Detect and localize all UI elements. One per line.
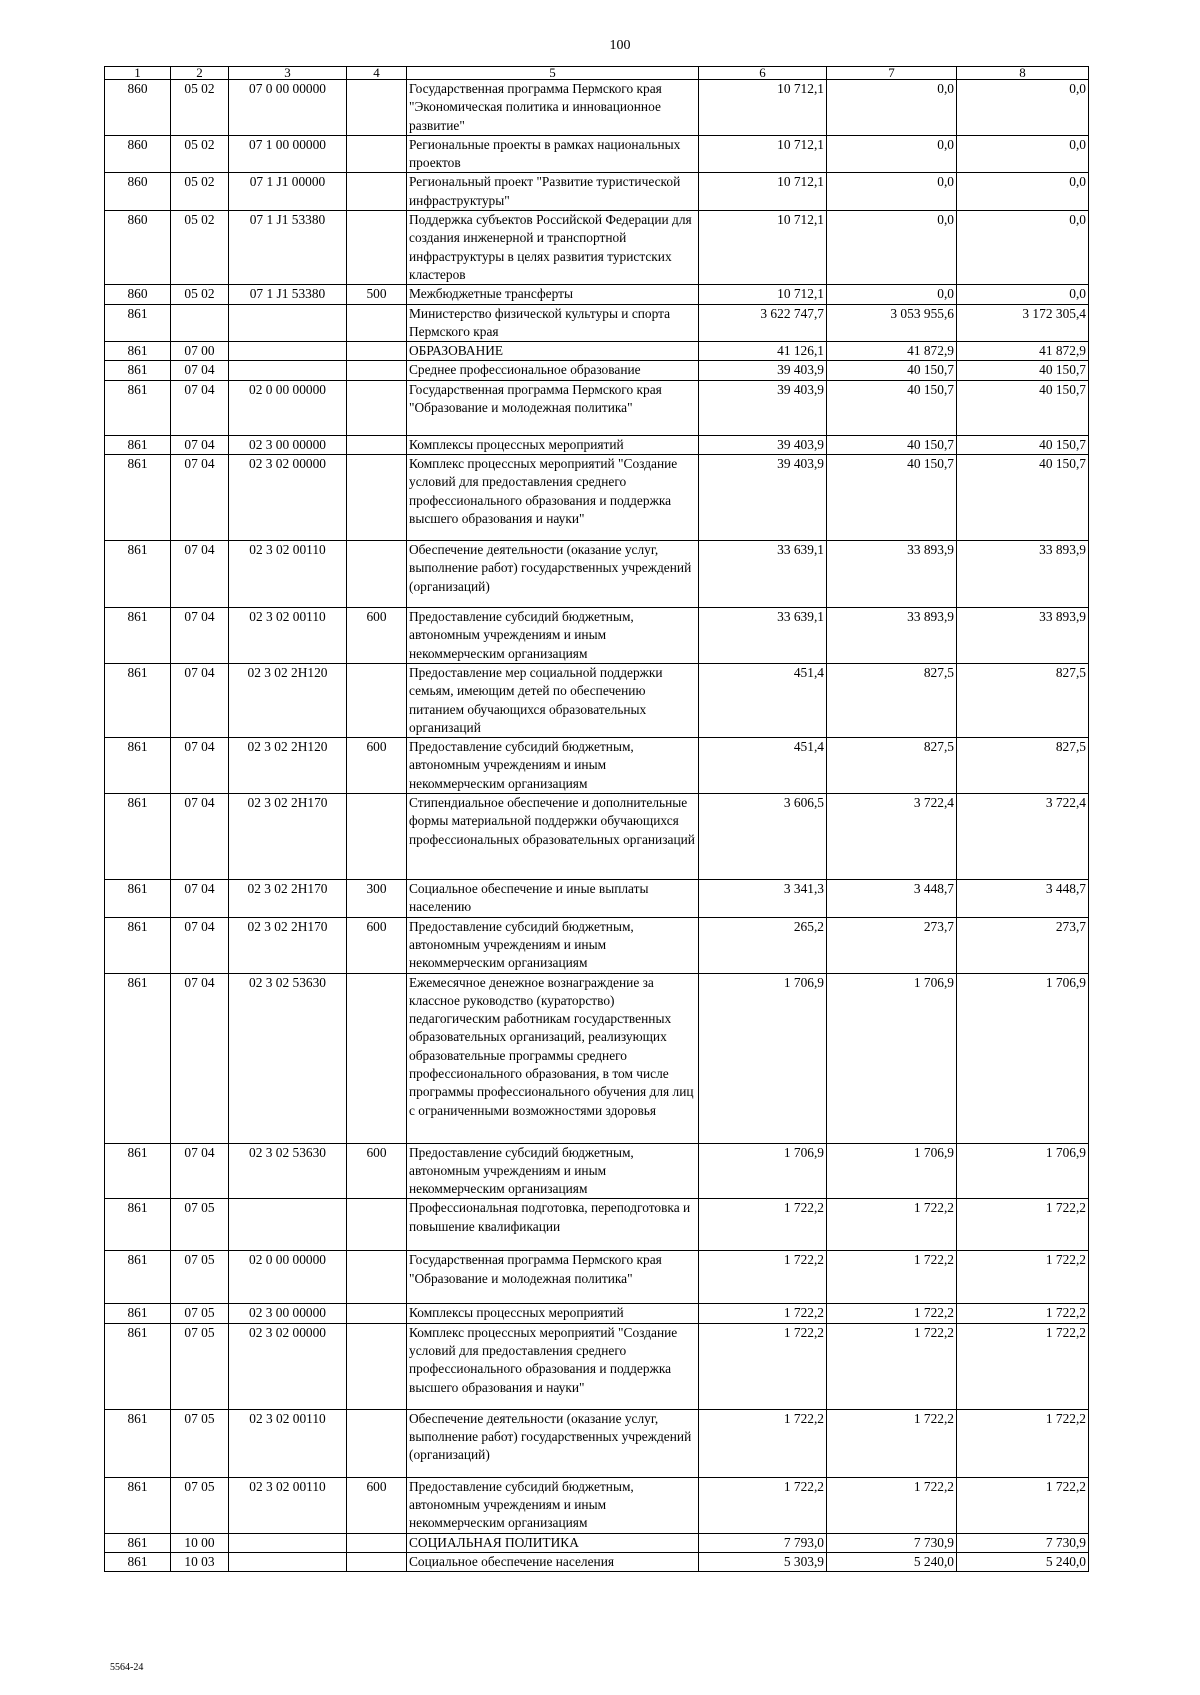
target-code-cell: 02 3 02 2Н120 bbox=[229, 663, 347, 737]
expense-type-cell bbox=[347, 541, 407, 608]
section-code-cell: 07 04 bbox=[171, 973, 229, 1143]
target-code-cell: 02 3 02 53630 bbox=[229, 973, 347, 1143]
amount-col8-cell: 3 448,7 bbox=[957, 880, 1089, 918]
table-row bbox=[105, 794, 1089, 880]
section-code-cell: 07 04 bbox=[171, 794, 229, 880]
amount-col6-cell: 265,2 bbox=[699, 917, 827, 973]
expense-type-cell bbox=[347, 380, 407, 435]
amount-col8-cell: 1 722,2 bbox=[957, 1409, 1089, 1477]
table-row bbox=[105, 608, 1089, 664]
amount-col7-cell: 827,5 bbox=[827, 663, 957, 737]
amount-col6-cell: 10 712,1 bbox=[699, 135, 827, 173]
table-row bbox=[105, 1304, 1089, 1323]
amount-col8-cell: 40 150,7 bbox=[957, 435, 1089, 454]
target-code-cell: 02 3 00 00000 bbox=[229, 1304, 347, 1323]
section-code-cell: 07 04 bbox=[171, 738, 229, 794]
amount-col8-cell: 0,0 bbox=[957, 211, 1089, 285]
amount-col6-cell: 33 639,1 bbox=[699, 541, 827, 608]
column-header: 6 bbox=[699, 67, 827, 80]
item-name-cell: Стипендиальное обеспечение и дополнительные формы материальной поддержки обучающихся профессиональных образовательных организаций bbox=[407, 794, 699, 880]
expense-type-cell bbox=[347, 135, 407, 173]
target-code-cell: 02 3 02 00110 bbox=[229, 1477, 347, 1533]
expense-type-cell: 600 bbox=[347, 608, 407, 664]
amount-col7-cell: 1 722,2 bbox=[827, 1304, 957, 1323]
section-code-cell: 07 04 bbox=[171, 663, 229, 737]
target-code-cell: 02 3 02 2Н170 bbox=[229, 794, 347, 880]
amount-col8-cell: 1 722,2 bbox=[957, 1477, 1089, 1533]
amount-col6-cell: 1 706,9 bbox=[699, 1143, 827, 1199]
footer-code: 5564-24 bbox=[110, 1662, 144, 1673]
amount-col8-cell: 41 872,9 bbox=[957, 342, 1089, 361]
column-header: 1 bbox=[105, 67, 171, 80]
column-header: 3 bbox=[229, 67, 347, 80]
table-row bbox=[105, 361, 1089, 380]
page-number: 100 bbox=[609, 38, 631, 53]
admin-code-cell: 861 bbox=[105, 880, 171, 918]
amount-col6-cell: 10 712,1 bbox=[699, 211, 827, 285]
admin-code-cell: 860 bbox=[105, 173, 171, 211]
amount-col6-cell: 7 793,0 bbox=[699, 1533, 827, 1552]
expense-type-cell bbox=[347, 973, 407, 1143]
item-name-cell: Обеспечение деятельности (оказание услуг, выполнение работ) государственных учреждений (организаций) bbox=[407, 541, 699, 608]
target-code-cell: 07 0 00 00000 bbox=[229, 80, 347, 136]
admin-code-cell: 861 bbox=[105, 917, 171, 973]
expense-type-cell: 600 bbox=[347, 917, 407, 973]
section-code-cell: 07 05 bbox=[171, 1304, 229, 1323]
expense-type-cell bbox=[347, 1199, 407, 1251]
expense-type-cell bbox=[347, 1409, 407, 1477]
item-name-cell: Государственная программа Пермского края "Экономическая политика и инновационное развитие" bbox=[407, 80, 699, 136]
admin-code-cell: 861 bbox=[105, 1304, 171, 1323]
table-row bbox=[105, 541, 1089, 608]
amount-col6-cell: 1 722,2 bbox=[699, 1251, 827, 1304]
amount-col8-cell: 0,0 bbox=[957, 80, 1089, 136]
amount-col7-cell: 1 706,9 bbox=[827, 1143, 957, 1199]
budget-table bbox=[104, 66, 1089, 1572]
admin-code-cell: 861 bbox=[105, 1477, 171, 1533]
table-row bbox=[105, 80, 1089, 136]
amount-col8-cell: 0,0 bbox=[957, 285, 1089, 304]
expense-type-cell bbox=[347, 1304, 407, 1323]
admin-code-cell: 861 bbox=[105, 1251, 171, 1304]
target-code-cell: 02 0 00 00000 bbox=[229, 1251, 347, 1304]
table-row bbox=[105, 1533, 1089, 1552]
amount-col7-cell: 5 240,0 bbox=[827, 1552, 957, 1571]
amount-col6-cell: 1 722,2 bbox=[699, 1304, 827, 1323]
expense-type-cell bbox=[347, 361, 407, 380]
column-header: 7 bbox=[827, 67, 957, 80]
table-row bbox=[105, 1199, 1089, 1251]
amount-col7-cell: 1 706,9 bbox=[827, 973, 957, 1143]
header-row bbox=[105, 67, 1089, 80]
target-code-cell: 02 3 02 00110 bbox=[229, 541, 347, 608]
amount-col7-cell: 33 893,9 bbox=[827, 541, 957, 608]
expense-type-cell bbox=[347, 342, 407, 361]
section-code-cell: 05 02 bbox=[171, 173, 229, 211]
section-code-cell: 05 02 bbox=[171, 80, 229, 136]
table-row bbox=[105, 917, 1089, 973]
section-code-cell: 05 02 bbox=[171, 211, 229, 285]
expense-type-cell bbox=[347, 435, 407, 454]
item-name-cell: Комплекс процессных мероприятий "Создание условий для предоставления среднего профессионального образования и поддержка высшего образования и науки" bbox=[407, 1323, 699, 1409]
section-code-cell: 07 04 bbox=[171, 608, 229, 664]
item-name-cell: Региональные проекты в рамках национальных проектов bbox=[407, 135, 699, 173]
amount-col6-cell: 10 712,1 bbox=[699, 80, 827, 136]
item-name-cell: Предоставление субсидий бюджетным, автономным учреждениям и иным некоммерческим организациям bbox=[407, 738, 699, 794]
amount-col7-cell: 0,0 bbox=[827, 135, 957, 173]
amount-col6-cell: 3 341,3 bbox=[699, 880, 827, 918]
section-code-cell: 07 04 bbox=[171, 380, 229, 435]
expense-type-cell: 600 bbox=[347, 738, 407, 794]
item-name-cell: Предоставление субсидий бюджетным, автономным учреждениям и иным некоммерческим организациям bbox=[407, 608, 699, 664]
amount-col6-cell: 33 639,1 bbox=[699, 608, 827, 664]
amount-col8-cell: 273,7 bbox=[957, 917, 1089, 973]
expense-type-cell: 300 bbox=[347, 880, 407, 918]
item-name-cell: Комплекс процессных мероприятий "Создание условий для предоставления среднего профессионального образования и поддержка высшего образования и науки" bbox=[407, 455, 699, 541]
amount-col7-cell: 3 722,4 bbox=[827, 794, 957, 880]
section-code-cell: 07 00 bbox=[171, 342, 229, 361]
amount-col6-cell: 1 722,2 bbox=[699, 1323, 827, 1409]
amount-col6-cell: 39 403,9 bbox=[699, 380, 827, 435]
item-name-cell: Обеспечение деятельности (оказание услуг, выполнение работ) государственных учреждений (организаций) bbox=[407, 1409, 699, 1477]
amount-col7-cell: 1 722,2 bbox=[827, 1323, 957, 1409]
table-row bbox=[105, 342, 1089, 361]
item-name-cell: Поддержка субъектов Российской Федерации для создания инженерной и транспортной инфраструктуры в целях развития туристских кластеров bbox=[407, 211, 699, 285]
admin-code-cell: 861 bbox=[105, 361, 171, 380]
admin-code-cell: 860 bbox=[105, 285, 171, 304]
section-code-cell: 05 02 bbox=[171, 135, 229, 173]
expense-type-cell: 600 bbox=[347, 1143, 407, 1199]
amount-col8-cell: 33 893,9 bbox=[957, 608, 1089, 664]
item-name-cell: Предоставление мер социальной поддержки семьям, имеющим детей по обеспечению питанием обучающихся образовательных организаций bbox=[407, 663, 699, 737]
amount-col8-cell: 0,0 bbox=[957, 173, 1089, 211]
amount-col7-cell: 40 150,7 bbox=[827, 361, 957, 380]
expense-type-cell bbox=[347, 1251, 407, 1304]
column-header: 5 bbox=[407, 67, 699, 80]
admin-code-cell: 861 bbox=[105, 1409, 171, 1477]
admin-code-cell: 861 bbox=[105, 1552, 171, 1571]
target-code-cell bbox=[229, 304, 347, 342]
admin-code-cell: 861 bbox=[105, 541, 171, 608]
item-name-cell: Государственная программа Пермского края "Образование и молодежная политика" bbox=[407, 1251, 699, 1304]
table-row bbox=[105, 1323, 1089, 1409]
amount-col8-cell: 5 240,0 bbox=[957, 1552, 1089, 1571]
amount-col6-cell: 39 403,9 bbox=[699, 455, 827, 541]
expense-type-cell bbox=[347, 663, 407, 737]
target-code-cell: 02 3 00 00000 bbox=[229, 435, 347, 454]
section-code-cell: 07 05 bbox=[171, 1409, 229, 1477]
table-row bbox=[105, 173, 1089, 211]
section-code-cell: 07 04 bbox=[171, 541, 229, 608]
amount-col7-cell: 1 722,2 bbox=[827, 1409, 957, 1477]
column-header: 4 bbox=[347, 67, 407, 80]
amount-col6-cell: 3 622 747,7 bbox=[699, 304, 827, 342]
table-row bbox=[105, 738, 1089, 794]
amount-col8-cell: 1 706,9 bbox=[957, 1143, 1089, 1199]
section-code-cell: 07 04 bbox=[171, 361, 229, 380]
item-name-cell: Предоставление субсидий бюджетным, автономным учреждениям и иным некоммерческим организациям bbox=[407, 1143, 699, 1199]
section-code-cell: 10 03 bbox=[171, 1552, 229, 1571]
amount-col6-cell: 1 706,9 bbox=[699, 973, 827, 1143]
expense-type-cell bbox=[347, 1533, 407, 1552]
table-row bbox=[105, 211, 1089, 285]
target-code-cell: 02 3 02 00000 bbox=[229, 1323, 347, 1409]
expense-type-cell bbox=[347, 304, 407, 342]
amount-col7-cell: 273,7 bbox=[827, 917, 957, 973]
amount-col8-cell: 33 893,9 bbox=[957, 541, 1089, 608]
section-code-cell bbox=[171, 304, 229, 342]
admin-code-cell: 860 bbox=[105, 135, 171, 173]
expense-type-cell bbox=[347, 80, 407, 136]
table-row bbox=[105, 135, 1089, 173]
amount-col8-cell: 3 172 305,4 bbox=[957, 304, 1089, 342]
admin-code-cell: 861 bbox=[105, 738, 171, 794]
amount-col7-cell: 0,0 bbox=[827, 80, 957, 136]
amount-col7-cell: 3 053 955,6 bbox=[827, 304, 957, 342]
amount-col6-cell: 10 712,1 bbox=[699, 173, 827, 211]
table-row bbox=[105, 455, 1089, 541]
amount-col6-cell: 451,4 bbox=[699, 738, 827, 794]
amount-col7-cell: 40 150,7 bbox=[827, 380, 957, 435]
item-name-cell: Региональный проект "Развитие туристической инфраструктуры" bbox=[407, 173, 699, 211]
amount-col6-cell: 5 303,9 bbox=[699, 1552, 827, 1571]
admin-code-cell: 861 bbox=[105, 1323, 171, 1409]
table-row bbox=[105, 1477, 1089, 1533]
target-code-cell: 02 3 02 2Н170 bbox=[229, 880, 347, 918]
section-code-cell: 07 05 bbox=[171, 1251, 229, 1304]
amount-col7-cell: 827,5 bbox=[827, 738, 957, 794]
amount-col7-cell: 40 150,7 bbox=[827, 435, 957, 454]
item-name-cell: Социальное обеспечение и иные выплаты населению bbox=[407, 880, 699, 918]
amount-col8-cell: 1 722,2 bbox=[957, 1199, 1089, 1251]
expense-type-cell bbox=[347, 1552, 407, 1571]
target-code-cell: 07 1 J1 53380 bbox=[229, 285, 347, 304]
expense-type-cell: 500 bbox=[347, 285, 407, 304]
target-code-cell: 07 1 J1 53380 bbox=[229, 211, 347, 285]
admin-code-cell: 861 bbox=[105, 794, 171, 880]
target-code-cell: 02 0 00 00000 bbox=[229, 380, 347, 435]
amount-col6-cell: 39 403,9 bbox=[699, 435, 827, 454]
amount-col8-cell: 827,5 bbox=[957, 738, 1089, 794]
amount-col7-cell: 1 722,2 bbox=[827, 1251, 957, 1304]
expense-type-cell bbox=[347, 794, 407, 880]
expense-type-cell bbox=[347, 211, 407, 285]
table-row bbox=[105, 1143, 1089, 1199]
target-code-cell bbox=[229, 1199, 347, 1251]
admin-code-cell: 861 bbox=[105, 342, 171, 361]
target-code-cell: 02 3 02 00110 bbox=[229, 1409, 347, 1477]
section-code-cell: 07 04 bbox=[171, 455, 229, 541]
amount-col8-cell: 40 150,7 bbox=[957, 380, 1089, 435]
item-name-cell: Межбюджетные трансферты bbox=[407, 285, 699, 304]
table-row bbox=[105, 380, 1089, 435]
amount-col8-cell: 40 150,7 bbox=[957, 455, 1089, 541]
amount-col7-cell: 40 150,7 bbox=[827, 455, 957, 541]
amount-col6-cell: 1 722,2 bbox=[699, 1199, 827, 1251]
amount-col7-cell: 0,0 bbox=[827, 211, 957, 285]
amount-col6-cell: 10 712,1 bbox=[699, 285, 827, 304]
target-code-cell: 02 3 02 00110 bbox=[229, 608, 347, 664]
item-name-cell: Профессиональная подготовка, переподготовка и повышение квалификации bbox=[407, 1199, 699, 1251]
amount-col7-cell: 33 893,9 bbox=[827, 608, 957, 664]
admin-code-cell: 861 bbox=[105, 1199, 171, 1251]
item-name-cell: Социальное обеспечение населения bbox=[407, 1552, 699, 1571]
section-code-cell: 07 05 bbox=[171, 1323, 229, 1409]
item-name-cell: СОЦИАЛЬНАЯ ПОЛИТИКА bbox=[407, 1533, 699, 1552]
table-row bbox=[105, 1552, 1089, 1571]
amount-col8-cell: 7 730,9 bbox=[957, 1533, 1089, 1552]
column-header: 8 bbox=[957, 67, 1089, 80]
amount-col7-cell: 1 722,2 bbox=[827, 1199, 957, 1251]
amount-col8-cell: 0,0 bbox=[957, 135, 1089, 173]
admin-code-cell: 861 bbox=[105, 1533, 171, 1552]
admin-code-cell: 861 bbox=[105, 455, 171, 541]
amount-col6-cell: 3 606,5 bbox=[699, 794, 827, 880]
amount-col8-cell: 827,5 bbox=[957, 663, 1089, 737]
amount-col8-cell: 1 722,2 bbox=[957, 1251, 1089, 1304]
target-code-cell: 02 3 02 53630 bbox=[229, 1143, 347, 1199]
table-row bbox=[105, 663, 1089, 737]
amount-col6-cell: 1 722,2 bbox=[699, 1477, 827, 1533]
expense-type-cell: 600 bbox=[347, 1477, 407, 1533]
section-code-cell: 10 00 bbox=[171, 1533, 229, 1552]
admin-code-cell: 861 bbox=[105, 304, 171, 342]
amount-col6-cell: 41 126,1 bbox=[699, 342, 827, 361]
amount-col7-cell: 41 872,9 bbox=[827, 342, 957, 361]
section-code-cell: 07 04 bbox=[171, 917, 229, 973]
table-row bbox=[105, 1409, 1089, 1477]
item-name-cell: Ежемесячное денежное вознаграждение за классное руководство (кураторство) педагогическим работникам государственных образовательных организаций, реализующих образовательные программы среднего профессионального образования, в том числе программы профессионального обучения для лиц с ограниченными возможностями здоровья bbox=[407, 973, 699, 1143]
column-header: 2 bbox=[171, 67, 229, 80]
amount-col6-cell: 39 403,9 bbox=[699, 361, 827, 380]
table-row bbox=[105, 435, 1089, 454]
admin-code-cell: 861 bbox=[105, 1143, 171, 1199]
item-name-cell: Среднее профессиональное образование bbox=[407, 361, 699, 380]
admin-code-cell: 861 bbox=[105, 663, 171, 737]
admin-code-cell: 861 bbox=[105, 608, 171, 664]
section-code-cell: 07 05 bbox=[171, 1199, 229, 1251]
section-code-cell: 07 05 bbox=[171, 1477, 229, 1533]
table-row bbox=[105, 285, 1089, 304]
amount-col8-cell: 1 722,2 bbox=[957, 1304, 1089, 1323]
target-code-cell bbox=[229, 342, 347, 361]
item-name-cell: Предоставление субсидий бюджетным, автономным учреждениям и иным некоммерческим организациям bbox=[407, 917, 699, 973]
table-row bbox=[105, 304, 1089, 342]
item-name-cell: Комплексы процессных мероприятий bbox=[407, 435, 699, 454]
amount-col6-cell: 1 722,2 bbox=[699, 1409, 827, 1477]
target-code-cell bbox=[229, 1533, 347, 1552]
amount-col7-cell: 0,0 bbox=[827, 173, 957, 211]
admin-code-cell: 861 bbox=[105, 973, 171, 1143]
table-row bbox=[105, 1251, 1089, 1304]
item-name-cell: ОБРАЗОВАНИЕ bbox=[407, 342, 699, 361]
expense-type-cell bbox=[347, 173, 407, 211]
admin-code-cell: 860 bbox=[105, 211, 171, 285]
section-code-cell: 05 02 bbox=[171, 285, 229, 304]
target-code-cell bbox=[229, 1552, 347, 1571]
section-code-cell: 07 04 bbox=[171, 880, 229, 918]
amount-col7-cell: 3 448,7 bbox=[827, 880, 957, 918]
target-code-cell: 07 1 00 00000 bbox=[229, 135, 347, 173]
target-code-cell bbox=[229, 361, 347, 380]
target-code-cell: 02 3 02 00000 bbox=[229, 455, 347, 541]
table-body bbox=[105, 80, 1089, 1572]
amount-col8-cell: 1 706,9 bbox=[957, 973, 1089, 1143]
item-name-cell: Министерство физической культуры и спорта Пермского края bbox=[407, 304, 699, 342]
table-row bbox=[105, 880, 1089, 918]
target-code-cell: 07 1 J1 00000 bbox=[229, 173, 347, 211]
item-name-cell: Комплексы процессных мероприятий bbox=[407, 1304, 699, 1323]
amount-col6-cell: 451,4 bbox=[699, 663, 827, 737]
section-code-cell: 07 04 bbox=[171, 1143, 229, 1199]
amount-col7-cell: 0,0 bbox=[827, 285, 957, 304]
admin-code-cell: 861 bbox=[105, 435, 171, 454]
amount-col8-cell: 40 150,7 bbox=[957, 361, 1089, 380]
expense-type-cell bbox=[347, 455, 407, 541]
amount-col7-cell: 1 722,2 bbox=[827, 1477, 957, 1533]
admin-code-cell: 860 bbox=[105, 80, 171, 136]
target-code-cell: 02 3 02 2Н170 bbox=[229, 917, 347, 973]
amount-col8-cell: 1 722,2 bbox=[957, 1323, 1089, 1409]
item-name-cell: Государственная программа Пермского края "Образование и молодежная политика" bbox=[407, 380, 699, 435]
section-code-cell: 07 04 bbox=[171, 435, 229, 454]
admin-code-cell: 861 bbox=[105, 380, 171, 435]
amount-col8-cell: 3 722,4 bbox=[957, 794, 1089, 880]
target-code-cell: 02 3 02 2Н120 bbox=[229, 738, 347, 794]
expense-type-cell bbox=[347, 1323, 407, 1409]
table-row bbox=[105, 973, 1089, 1143]
item-name-cell: Предоставление субсидий бюджетным, автономным учреждениям и иным некоммерческим организациям bbox=[407, 1477, 699, 1533]
amount-col7-cell: 7 730,9 bbox=[827, 1533, 957, 1552]
